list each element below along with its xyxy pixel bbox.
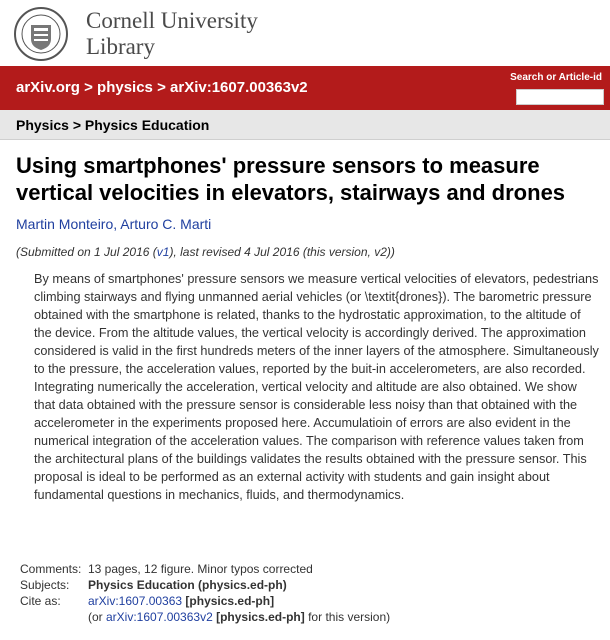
breadcrumb-paper-id: arXiv:1607.00363v2 — [170, 79, 308, 96]
comments-row — [20, 561, 390, 577]
search-label: Search or Article-id — [510, 72, 602, 83]
subject-bar — [0, 110, 610, 140]
subjects-value: Physics Education (physics.ed-ph) — [88, 578, 287, 592]
comments-value: 13 pages, 12 figure. Minor typos corrected — [88, 562, 313, 576]
library-name-line1: Cornell University — [86, 8, 258, 33]
cornell-seal-icon[interactable] — [14, 7, 68, 61]
version-v1-link[interactable]: v1 — [156, 245, 170, 259]
cite2-prefix: (or — [88, 610, 106, 624]
library-header — [0, 0, 610, 65]
cite-value — [88, 593, 274, 609]
abstract-text: By means of smartphones' pressure sensors we measure vertical velocities of elevators, pedestrians climbing stairways and flying unmanned aerial vehicles (or \textit{drones}). The barometric pressure obtained with the smartphone is related, thanks to the hydrostatic approximation, to the altitude of the device. From the altitude values, the vertical velocity is accordingly derived. The approximation considered is valid in the first hundreds meters of the inner layers of the atmosphere. Simultaneously to the pressure, the acceleration values, reported by the buit-in accelerometers, are also recorded. Integrating numerically the acceleration, vertical velocity and altitude are also obtained. We show that data obtained with the pressure sensor is considerable less noisy than that obtained with the accelerometer in the experiments proposed here. Accumulatioin of errors are also evident in the numerical integration of the acceleration values. The comparison with reference values taken from the architectural plans of the buildings validates the results obtained with the pressure sensor. This proposal is ideal to be performed as an external activity with students and gain insight about fundamental questions in mechanics, fluids, and thermodynamics. — [34, 272, 599, 502]
cite-category: [physics.ed-ph] — [182, 594, 275, 608]
subject-heading: Physics > Physics Education — [16, 117, 210, 133]
breadcrumb — [16, 79, 308, 96]
search-input[interactable] — [516, 89, 604, 105]
cite-version-row — [20, 609, 390, 625]
breadcrumb-sep: > — [157, 79, 166, 96]
cite2-id-link[interactable]: arXiv:1607.00363v2 — [106, 610, 213, 624]
metadata-table — [20, 561, 390, 625]
cite2-suffix: for this version) — [304, 610, 391, 624]
breadcrumb-arxiv[interactable]: arXiv.org — [16, 79, 80, 96]
cite-row — [20, 593, 390, 609]
breadcrumb-physics[interactable]: physics — [97, 79, 153, 96]
library-name-line2: Library — [86, 34, 155, 59]
author-list — [16, 216, 211, 232]
author-link[interactable]: Martin Monteiro — [16, 216, 114, 232]
arxiv-nav-bar — [0, 66, 610, 110]
subjects-label: Subjects: — [20, 578, 70, 592]
subjects-row — [20, 577, 390, 593]
paper-title: Using smartphones' pressure sensors to measure vertical velocities in elevators, stairways and drones — [16, 153, 566, 205]
author-separator: , — [113, 216, 121, 232]
submitted-suffix: ), last revised 4 Jul 2016 (this version, v2)) — [169, 245, 395, 259]
breadcrumb-sep: > — [84, 79, 93, 96]
author-link[interactable]: Arturo C. Marti — [120, 216, 212, 232]
library-name[interactable] — [86, 8, 258, 60]
cite-label: Cite as: — [20, 594, 61, 608]
submitted-prefix: (Submitted on 1 Jul 2016 ( — [16, 245, 157, 259]
cite-id-link[interactable]: arXiv:1607.00363 — [88, 594, 183, 608]
comments-label: Comments: — [20, 562, 82, 576]
cite2-category: [physics.ed-ph] — [212, 610, 305, 624]
submission-history — [16, 245, 395, 259]
